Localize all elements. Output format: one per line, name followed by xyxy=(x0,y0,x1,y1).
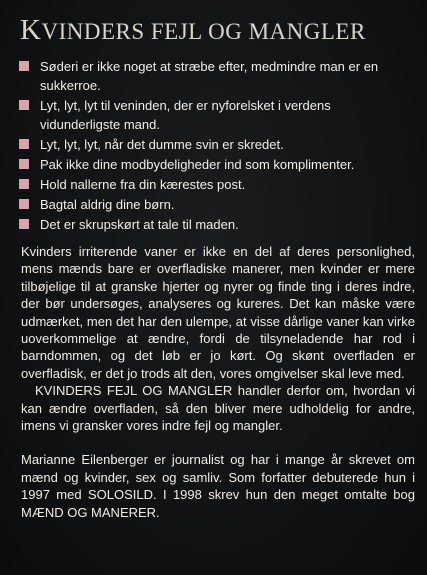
blurb-paragraph: Kvinders irriterende vaner er ikke en del af deres personlighed, mens mænds bare er overfladiske manerer, men kvinder er mere tilbøjelige til at granske hjerter og nyrer og finde ting i deres indre, der bør undersøges, analyseres og kureres. Det kan måske være udmærket, men det har den ulempe, at visse dårlige vaner kan virke uoverkommelige at ændre, fordi de tilsyneladende har rod i barndommen, og det løb er jo kørt. Og skønt overfladen er overfladisk, er det jo trods alt den, vores omgivelser skal leve med. xyxy=(21,244,415,381)
title-rest: VINDERS FEJL OG MANGLER xyxy=(41,19,366,44)
bullet-square-icon xyxy=(19,61,29,71)
bullet-square-icon xyxy=(19,139,29,149)
bullet-square-icon xyxy=(19,199,29,209)
tip-text: Det er skrupskørt at tale til maden. xyxy=(40,217,239,232)
tip-text: Søderi er ikke noget at stræbe efter, medmindre man er en sukkerroe. xyxy=(40,59,379,93)
tip-item xyxy=(19,96,414,134)
tip-text: Lyt, lyt, lyt, når det dumme svin er skredet. xyxy=(40,137,284,152)
tip-item xyxy=(19,215,414,234)
tip-text: Pak ikke dine modbydeligheder ind som komplimenter. xyxy=(40,157,355,172)
tips-list xyxy=(19,57,414,235)
tip-text: Hold nallerne fra din kærestes post. xyxy=(40,177,246,192)
tip-text: Bagtal aldrig dine børn. xyxy=(40,197,175,212)
blurb-paragraph: KVINDERS FEJL OG MANGLER handler derfor om, hvordan vi kan ændre overfladen, så den bliver mere udholdelig for andre, imens vi gransker vores indre fejl og mangler. xyxy=(21,383,415,434)
tip-item xyxy=(19,135,414,154)
blurb xyxy=(21,243,415,521)
tip-item xyxy=(19,175,414,194)
cover-title xyxy=(20,14,415,47)
tip-text: Lyt, lyt, lyt til veninden, der er nyforelsket i verdens vidunderligste mand. xyxy=(40,98,331,132)
bullet-square-icon xyxy=(19,179,29,189)
title-initial: K xyxy=(20,14,42,46)
bullet-square-icon xyxy=(19,219,29,229)
tip-item xyxy=(19,195,414,214)
tip-item xyxy=(19,57,414,95)
bullet-square-icon xyxy=(19,159,29,169)
author-bio: Marianne Eilenberger er journalist og har i mange år skrevet om mænd og kvinder, sex og samliv. Som forfatter debuterede hun i 1997 med SOLOSILD. I 1998 skrev hun den meget omtalte bog MÆND OG MANERER. xyxy=(21,452,415,520)
bullet-square-icon xyxy=(19,100,29,110)
tip-item xyxy=(19,155,414,174)
